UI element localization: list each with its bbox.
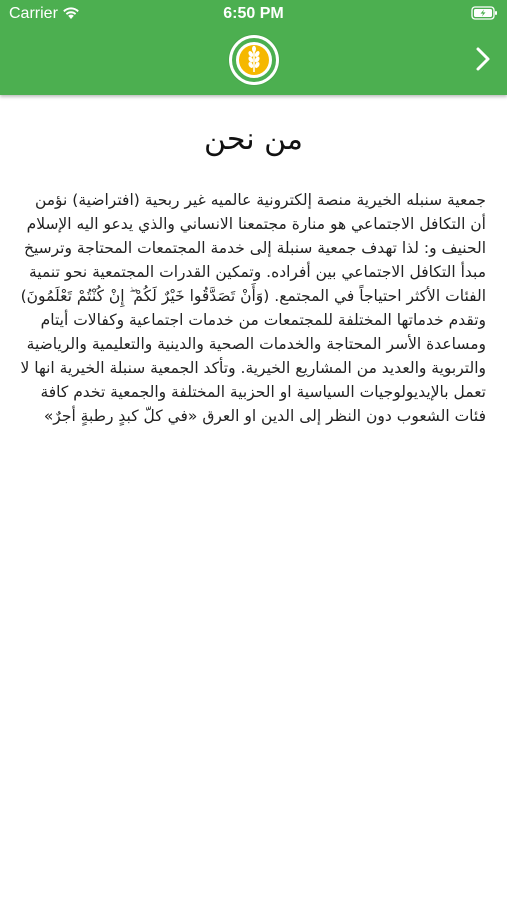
chevron-right-icon[interactable] [475, 46, 491, 72]
wheat-logo-icon [229, 35, 279, 85]
about-paragraph: جمعية سنبله الخيرية منصة إلكترونية عالميه غير ربحية (افتراضية) نؤمن أن التكافل الاجتماعي هو منارة مجتمعنا الانساني والذي يدعو اليه الإسلام الحنيف و: لذا تهدف جمعية سنبلة إلى خدمة المجتمعات المحتاجة وترسيخ مبدأ التكافل الاجتماعي بين أفراده. وتمكين القدرات المجتمعية نحو تنمية الفئات الأكثر احتياجاً في المجتمع. (وَأَنْ تَصَدَّقُوا خَيْرٌ لَكُمْ ۖ إِنْ كُنْتُمْ تَعْلَمُونَ) وتقدم خدماتها المختلفة للمجتمعات من خدمات اجتماعية وكفالات أيتام ومساعدة الأسر المحتاجة والخدمات الصحية والدينية والتعليمية والرياضية والتربوية والعديد من المشاريع الخيرية. وتأكد الجمعية سنبلة الخيرية انها لا تعمل بالإيديولوجيات السياسية او الحزبية المختلفة والجمعية تخدم كافة فئات الشعوب دون النظر إلى الدين او العرق «في كلّ كبدٍ رطبةٍ أجرٌ» [20, 191, 486, 425]
battery-charging-icon [471, 5, 499, 21]
status-bar [0, 0, 507, 28]
status-time: 6:50 PM [223, 5, 284, 22]
carrier-label: Carrier [9, 5, 58, 22]
page-title: من نحن [204, 122, 303, 157]
app-header [0, 0, 507, 95]
